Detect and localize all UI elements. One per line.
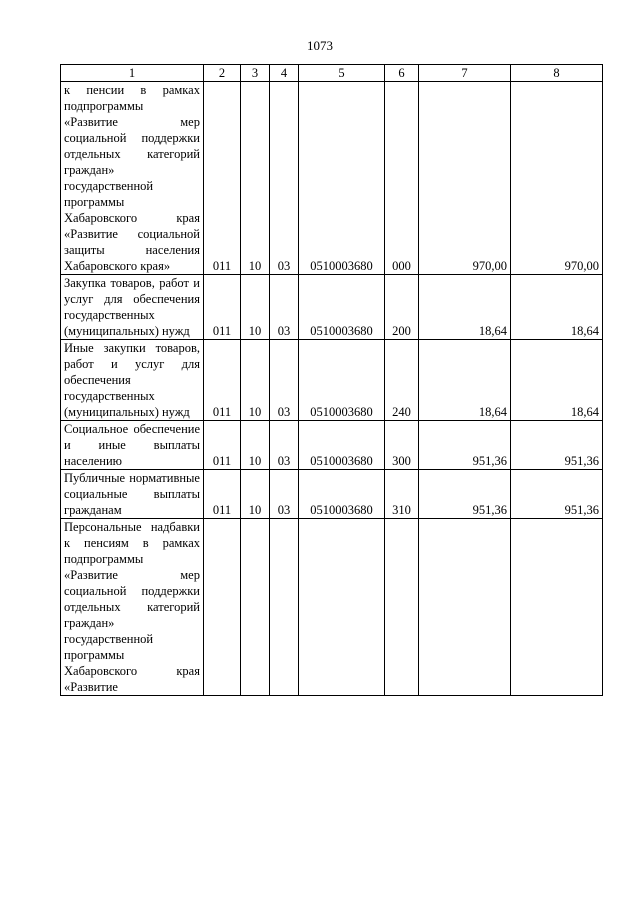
row-description: к пенсии в рамках подпрограммы «Развитие мер социальной поддержки отдельных категорий граждан» государственной программы Хабаровского края «Развитие социальной защиты населения Хабаровского края» (61, 82, 204, 275)
cell-amount-8: 951,36 (511, 421, 603, 470)
cell-target-article: 0510003680 (299, 82, 385, 275)
cell-amount-7: 951,36 (419, 470, 511, 519)
column-header: 5 (299, 65, 385, 82)
cell-subsection: 03 (270, 275, 299, 340)
cell-amount-8: 18,64 (511, 275, 603, 340)
page-number: 1073 (307, 38, 333, 53)
cell-subsection: 03 (270, 421, 299, 470)
cell-target-article: 0510003680 (299, 275, 385, 340)
cell-amount-7: 18,64 (419, 275, 511, 340)
table-row (61, 421, 603, 470)
cell-target-article: 0510003680 (299, 340, 385, 421)
cell-ministry-code: 011 (204, 421, 241, 470)
cell-ministry-code: 011 (204, 82, 241, 275)
cell-amount-7: 970,00 (419, 82, 511, 275)
table-row (61, 470, 603, 519)
cell-amount-8: 18,64 (511, 340, 603, 421)
header-row (61, 65, 603, 82)
cell-section: 10 (241, 275, 270, 340)
column-header: 8 (511, 65, 603, 82)
column-header: 6 (385, 65, 419, 82)
column-header: 7 (419, 65, 511, 82)
cell-section: 10 (241, 82, 270, 275)
cell-expense-type: 000 (385, 82, 419, 275)
row-description: Публичные нормативные социальные выплаты гражданам (61, 470, 204, 519)
cell-amount-8: 951,36 (511, 470, 603, 519)
row-description: Иные закупки товаров, работ и услуг для обеспечения государственных (муниципальных) нужд (61, 340, 204, 421)
cell-subsection: 03 (270, 340, 299, 421)
column-header: 3 (241, 65, 270, 82)
cell-amount-8: 970,00 (511, 82, 603, 275)
cell-ministry-code: 011 (204, 340, 241, 421)
cell-ministry-code (204, 519, 241, 696)
cell-target-article (299, 519, 385, 696)
cell-section: 10 (241, 421, 270, 470)
column-header: 4 (270, 65, 299, 82)
cell-section (241, 519, 270, 696)
cell-subsection: 03 (270, 470, 299, 519)
row-description: Закупка товаров, работ и услуг для обеспечения государственных (муниципальных) нужд (61, 275, 204, 340)
column-header: 1 (61, 65, 204, 82)
cell-expense-type: 200 (385, 275, 419, 340)
cell-expense-type (385, 519, 419, 696)
cell-ministry-code: 011 (204, 470, 241, 519)
cell-subsection: 03 (270, 82, 299, 275)
cell-expense-type: 300 (385, 421, 419, 470)
budget-table (60, 64, 603, 696)
cell-target-article: 0510003680 (299, 470, 385, 519)
cell-amount-7 (419, 519, 511, 696)
cell-section: 10 (241, 340, 270, 421)
table-row (61, 519, 603, 696)
cell-subsection (270, 519, 299, 696)
cell-expense-type: 310 (385, 470, 419, 519)
cell-amount-7: 18,64 (419, 340, 511, 421)
table-row (61, 82, 603, 275)
column-header: 2 (204, 65, 241, 82)
table-row (61, 340, 603, 421)
cell-target-article: 0510003680 (299, 421, 385, 470)
row-description: Социальное обеспечение и иные выплаты населению (61, 421, 204, 470)
cell-expense-type: 240 (385, 340, 419, 421)
cell-amount-7: 951,36 (419, 421, 511, 470)
cell-amount-8 (511, 519, 603, 696)
row-description: Персональные надбавки к пенсиям в рамках подпрограммы «Развитие мер социальной поддержки отдельных категорий граждан» государственной программы Хабаровского края «Развитие (61, 519, 204, 696)
cell-ministry-code: 011 (204, 275, 241, 340)
table-row (61, 275, 603, 340)
cell-section: 10 (241, 470, 270, 519)
